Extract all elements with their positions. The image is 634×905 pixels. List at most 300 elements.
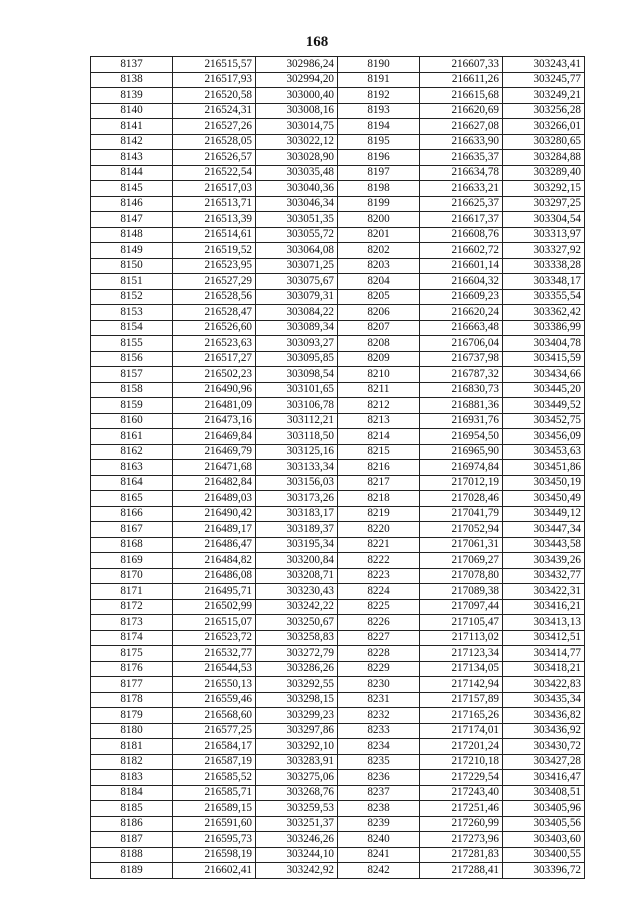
- cell-x-coordinate: 216633,21: [420, 181, 503, 197]
- cell-point-id: 8208: [338, 336, 420, 352]
- cell-point-id: 8201: [338, 227, 420, 243]
- cell-x-coordinate: 216568,60: [173, 708, 256, 724]
- cell-y-coordinate: 303173,26: [256, 491, 338, 507]
- cell-y-coordinate: 303098,54: [256, 367, 338, 383]
- cell-x-coordinate: 216602,72: [420, 243, 503, 259]
- cell-y-coordinate: 303258,83: [256, 630, 338, 646]
- cell-x-coordinate: 216585,52: [173, 770, 256, 786]
- cell-y-coordinate: 303400,55: [503, 847, 585, 863]
- cell-y-coordinate: 303245,77: [503, 72, 585, 88]
- cell-point-id: 8229: [338, 661, 420, 677]
- table-row: [91, 491, 585, 507]
- table-row: [91, 506, 585, 522]
- cell-y-coordinate: 303195,34: [256, 537, 338, 553]
- cell-x-coordinate: 216830,73: [420, 382, 503, 398]
- cell-point-id: 8138: [91, 72, 173, 88]
- cell-point-id: 8210: [338, 367, 420, 383]
- cell-point-id: 8141: [91, 119, 173, 135]
- cell-point-id: 8176: [91, 661, 173, 677]
- cell-point-id: 8227: [338, 630, 420, 646]
- cell-x-coordinate: 216609,23: [420, 289, 503, 305]
- cell-x-coordinate: 217123,34: [420, 646, 503, 662]
- cell-point-id: 8157: [91, 367, 173, 383]
- table-row: [91, 351, 585, 367]
- cell-x-coordinate: 217288,41: [420, 863, 503, 879]
- table-row: [91, 677, 585, 693]
- cell-y-coordinate: 303071,25: [256, 258, 338, 274]
- cell-x-coordinate: 216584,17: [173, 739, 256, 755]
- table-row: [91, 57, 585, 73]
- cell-point-id: 8236: [338, 770, 420, 786]
- cell-y-coordinate: 303456,09: [503, 429, 585, 445]
- table-row: [91, 739, 585, 755]
- cell-x-coordinate: 216471,68: [173, 460, 256, 476]
- cell-y-coordinate: 303106,78: [256, 398, 338, 414]
- cell-x-coordinate: 217078,80: [420, 568, 503, 584]
- cell-y-coordinate: 303450,49: [503, 491, 585, 507]
- cell-x-coordinate: 217142,94: [420, 677, 503, 693]
- cell-y-coordinate: 303125,16: [256, 444, 338, 460]
- cell-point-id: 8195: [338, 134, 420, 150]
- table-row: [91, 305, 585, 321]
- cell-y-coordinate: 303348,17: [503, 274, 585, 290]
- cell-point-id: 8242: [338, 863, 420, 879]
- cell-x-coordinate: 216598,19: [173, 847, 256, 863]
- cell-point-id: 8165: [91, 491, 173, 507]
- cell-y-coordinate: 303242,92: [256, 863, 338, 879]
- table-row: [91, 367, 585, 383]
- cell-point-id: 8215: [338, 444, 420, 460]
- cell-x-coordinate: 216974,84: [420, 460, 503, 476]
- page-number: 168: [305, 34, 329, 50]
- cell-y-coordinate: 303445,20: [503, 382, 585, 398]
- cell-x-coordinate: 216663,48: [420, 320, 503, 336]
- cell-point-id: 8235: [338, 754, 420, 770]
- cell-x-coordinate: 216490,96: [173, 382, 256, 398]
- cell-point-id: 8164: [91, 475, 173, 491]
- cell-y-coordinate: 303450,19: [503, 475, 585, 491]
- table-row: [91, 553, 585, 569]
- cell-point-id: 8232: [338, 708, 420, 724]
- cell-point-id: 8213: [338, 413, 420, 429]
- table-row: [91, 692, 585, 708]
- table-row: [91, 475, 585, 491]
- cell-point-id: 8212: [338, 398, 420, 414]
- cell-x-coordinate: 216495,71: [173, 584, 256, 600]
- cell-point-id: 8192: [338, 88, 420, 104]
- cell-x-coordinate: 216526,60: [173, 320, 256, 336]
- cell-y-coordinate: 303028,90: [256, 150, 338, 166]
- cell-x-coordinate: 217165,26: [420, 708, 503, 724]
- cell-x-coordinate: 216737,98: [420, 351, 503, 367]
- cell-point-id: 8159: [91, 398, 173, 414]
- cell-point-id: 8184: [91, 785, 173, 801]
- cell-x-coordinate: 217243,40: [420, 785, 503, 801]
- table-row: [91, 785, 585, 801]
- cell-x-coordinate: 216486,08: [173, 568, 256, 584]
- cell-y-coordinate: 303230,43: [256, 584, 338, 600]
- cell-point-id: 8224: [338, 584, 420, 600]
- table-row: [91, 289, 585, 305]
- cell-x-coordinate: 216523,95: [173, 258, 256, 274]
- cell-point-id: 8223: [338, 568, 420, 584]
- cell-point-id: 8145: [91, 181, 173, 197]
- table-row: [91, 165, 585, 181]
- cell-y-coordinate: 303093,27: [256, 336, 338, 352]
- table-row: [91, 258, 585, 274]
- cell-y-coordinate: 303432,77: [503, 568, 585, 584]
- cell-y-coordinate: 303008,16: [256, 103, 338, 119]
- table-row: [91, 150, 585, 166]
- cell-point-id: 8142: [91, 134, 173, 150]
- cell-point-id: 8177: [91, 677, 173, 693]
- cell-y-coordinate: 303118,50: [256, 429, 338, 445]
- cell-y-coordinate: 303313,97: [503, 227, 585, 243]
- table-row: [91, 770, 585, 786]
- cell-y-coordinate: 303200,84: [256, 553, 338, 569]
- cell-y-coordinate: 303249,21: [503, 88, 585, 104]
- table-row: [91, 599, 585, 615]
- cell-x-coordinate: 216490,42: [173, 506, 256, 522]
- cell-point-id: 8163: [91, 460, 173, 476]
- cell-x-coordinate: 216931,76: [420, 413, 503, 429]
- table-row: [91, 584, 585, 600]
- cell-point-id: 8185: [91, 801, 173, 817]
- cell-y-coordinate: 303436,92: [503, 723, 585, 739]
- table-row: [91, 382, 585, 398]
- cell-y-coordinate: 303416,21: [503, 599, 585, 615]
- cell-y-coordinate: 303251,37: [256, 816, 338, 832]
- table-row: [91, 227, 585, 243]
- cell-y-coordinate: 303439,26: [503, 553, 585, 569]
- cell-x-coordinate: 216591,60: [173, 816, 256, 832]
- cell-x-coordinate: 217012,19: [420, 475, 503, 491]
- cell-y-coordinate: 303250,67: [256, 615, 338, 631]
- cell-point-id: 8147: [91, 212, 173, 228]
- cell-x-coordinate: 216482,84: [173, 475, 256, 491]
- cell-point-id: 8146: [91, 196, 173, 212]
- cell-x-coordinate: 217260,99: [420, 816, 503, 832]
- cell-point-id: 8172: [91, 599, 173, 615]
- cell-point-id: 8238: [338, 801, 420, 817]
- cell-point-id: 8169: [91, 553, 173, 569]
- table-row: [91, 134, 585, 150]
- cell-y-coordinate: 303449,12: [503, 506, 585, 522]
- table-row: [91, 646, 585, 662]
- table-row: [91, 723, 585, 739]
- cell-y-coordinate: 303405,96: [503, 801, 585, 817]
- cell-point-id: 8154: [91, 320, 173, 336]
- cell-point-id: 8190: [338, 57, 420, 73]
- cell-x-coordinate: 216481,09: [173, 398, 256, 414]
- cell-point-id: 8188: [91, 847, 173, 863]
- cell-point-id: 8209: [338, 351, 420, 367]
- cell-y-coordinate: 303443,58: [503, 537, 585, 553]
- cell-y-coordinate: 303327,92: [503, 243, 585, 259]
- cell-y-coordinate: 303427,28: [503, 754, 585, 770]
- cell-y-coordinate: 303259,53: [256, 801, 338, 817]
- cell-y-coordinate: 303284,88: [503, 150, 585, 166]
- table-row: [91, 72, 585, 88]
- cell-point-id: 8220: [338, 522, 420, 538]
- cell-point-id: 8225: [338, 599, 420, 615]
- cell-y-coordinate: 303156,03: [256, 475, 338, 491]
- cell-point-id: 8143: [91, 150, 173, 166]
- cell-y-coordinate: 303256,28: [503, 103, 585, 119]
- cell-point-id: 8156: [91, 351, 173, 367]
- cell-point-id: 8221: [338, 537, 420, 553]
- cell-x-coordinate: 216473,16: [173, 413, 256, 429]
- cell-point-id: 8175: [91, 646, 173, 662]
- cell-y-coordinate: 303084,22: [256, 305, 338, 321]
- table-row: [91, 816, 585, 832]
- cell-x-coordinate: 217105,47: [420, 615, 503, 631]
- cell-x-coordinate: 217229,54: [420, 770, 503, 786]
- cell-y-coordinate: 303434,66: [503, 367, 585, 383]
- cell-y-coordinate: 303292,10: [256, 739, 338, 755]
- cell-y-coordinate: 303430,72: [503, 739, 585, 755]
- table-row: [91, 801, 585, 817]
- cell-point-id: 8161: [91, 429, 173, 445]
- cell-point-id: 8187: [91, 832, 173, 848]
- cell-point-id: 8204: [338, 274, 420, 290]
- cell-y-coordinate: 303452,75: [503, 413, 585, 429]
- cell-y-coordinate: 303362,42: [503, 305, 585, 321]
- cell-x-coordinate: 217281,83: [420, 847, 503, 863]
- cell-point-id: 8231: [338, 692, 420, 708]
- table-row: [91, 630, 585, 646]
- cell-x-coordinate: 216513,39: [173, 212, 256, 228]
- cell-y-coordinate: 303268,76: [256, 785, 338, 801]
- cell-x-coordinate: 216527,26: [173, 119, 256, 135]
- table-row: [91, 832, 585, 848]
- cell-y-coordinate: 303304,54: [503, 212, 585, 228]
- cell-x-coordinate: 216489,03: [173, 491, 256, 507]
- cell-y-coordinate: 303189,37: [256, 522, 338, 538]
- cell-x-coordinate: 216532,77: [173, 646, 256, 662]
- cell-point-id: 8155: [91, 336, 173, 352]
- cell-x-coordinate: 216550,13: [173, 677, 256, 693]
- cell-point-id: 8216: [338, 460, 420, 476]
- cell-x-coordinate: 216515,57: [173, 57, 256, 73]
- cell-x-coordinate: 216620,69: [420, 103, 503, 119]
- cell-y-coordinate: 303447,34: [503, 522, 585, 538]
- cell-y-coordinate: 303414,77: [503, 646, 585, 662]
- cell-y-coordinate: 303283,91: [256, 754, 338, 770]
- cell-y-coordinate: 303412,51: [503, 630, 585, 646]
- cell-point-id: 8186: [91, 816, 173, 832]
- cell-x-coordinate: 217052,94: [420, 522, 503, 538]
- table-row: [91, 460, 585, 476]
- cell-point-id: 8162: [91, 444, 173, 460]
- cell-x-coordinate: 217113,02: [420, 630, 503, 646]
- cell-point-id: 8148: [91, 227, 173, 243]
- coordinates-table-body: [91, 57, 585, 879]
- cell-x-coordinate: 216559,46: [173, 692, 256, 708]
- cell-y-coordinate: 303101,65: [256, 382, 338, 398]
- cell-y-coordinate: 303404,78: [503, 336, 585, 352]
- cell-y-coordinate: 303064,08: [256, 243, 338, 259]
- cell-point-id: 8199: [338, 196, 420, 212]
- cell-point-id: 8234: [338, 739, 420, 755]
- table-row: [91, 444, 585, 460]
- cell-point-id: 8196: [338, 150, 420, 166]
- cell-x-coordinate: 216611,26: [420, 72, 503, 88]
- cell-x-coordinate: 216517,93: [173, 72, 256, 88]
- cell-y-coordinate: 303299,23: [256, 708, 338, 724]
- cell-x-coordinate: 216595,73: [173, 832, 256, 848]
- cell-x-coordinate: 217089,38: [420, 584, 503, 600]
- cell-y-coordinate: 303246,26: [256, 832, 338, 848]
- cell-point-id: 8160: [91, 413, 173, 429]
- cell-x-coordinate: 216517,27: [173, 351, 256, 367]
- cell-y-coordinate: 303040,36: [256, 181, 338, 197]
- cell-y-coordinate: 303035,48: [256, 165, 338, 181]
- cell-y-coordinate: 303286,26: [256, 661, 338, 677]
- cell-y-coordinate: 303075,67: [256, 274, 338, 290]
- cell-x-coordinate: 216585,71: [173, 785, 256, 801]
- cell-y-coordinate: 303386,99: [503, 320, 585, 336]
- cell-x-coordinate: 217134,05: [420, 661, 503, 677]
- cell-point-id: 8166: [91, 506, 173, 522]
- cell-point-id: 8189: [91, 863, 173, 879]
- cell-x-coordinate: 216634,78: [420, 165, 503, 181]
- cell-y-coordinate: 303266,01: [503, 119, 585, 135]
- cell-y-coordinate: 303275,06: [256, 770, 338, 786]
- cell-y-coordinate: 303292,15: [503, 181, 585, 197]
- table-row: [91, 568, 585, 584]
- cell-point-id: 8200: [338, 212, 420, 228]
- cell-x-coordinate: 216523,63: [173, 336, 256, 352]
- cell-y-coordinate: 303403,60: [503, 832, 585, 848]
- table-row: [91, 336, 585, 352]
- cell-point-id: 8180: [91, 723, 173, 739]
- cell-point-id: 8205: [338, 289, 420, 305]
- cell-point-id: 8167: [91, 522, 173, 538]
- cell-y-coordinate: 303453,63: [503, 444, 585, 460]
- cell-point-id: 8153: [91, 305, 173, 321]
- cell-x-coordinate: 217069,27: [420, 553, 503, 569]
- cell-y-coordinate: 303292,55: [256, 677, 338, 693]
- cell-point-id: 8173: [91, 615, 173, 631]
- cell-x-coordinate: 216528,56: [173, 289, 256, 305]
- cell-x-coordinate: 217201,24: [420, 739, 503, 755]
- table-row: [91, 847, 585, 863]
- cell-x-coordinate: 216526,57: [173, 150, 256, 166]
- cell-x-coordinate: 216604,32: [420, 274, 503, 290]
- cell-x-coordinate: 217157,89: [420, 692, 503, 708]
- cell-point-id: 8158: [91, 382, 173, 398]
- cell-x-coordinate: 216513,71: [173, 196, 256, 212]
- cell-y-coordinate: 303242,22: [256, 599, 338, 615]
- cell-x-coordinate: 216502,23: [173, 367, 256, 383]
- cell-y-coordinate: 303055,72: [256, 227, 338, 243]
- cell-point-id: 8168: [91, 537, 173, 553]
- cell-point-id: 8191: [338, 72, 420, 88]
- cell-x-coordinate: 216787,32: [420, 367, 503, 383]
- cell-x-coordinate: 216469,79: [173, 444, 256, 460]
- cell-x-coordinate: 216469,84: [173, 429, 256, 445]
- cell-point-id: 8137: [91, 57, 173, 73]
- cell-x-coordinate: 216528,47: [173, 305, 256, 321]
- cell-x-coordinate: 216601,14: [420, 258, 503, 274]
- table-row: [91, 212, 585, 228]
- table-row: [91, 537, 585, 553]
- cell-y-coordinate: 303415,59: [503, 351, 585, 367]
- cell-y-coordinate: 303272,79: [256, 646, 338, 662]
- table-row: [91, 413, 585, 429]
- cell-y-coordinate: 303280,65: [503, 134, 585, 150]
- cell-point-id: 8171: [91, 584, 173, 600]
- cell-y-coordinate: 303355,54: [503, 289, 585, 305]
- table-row: [91, 615, 585, 631]
- cell-x-coordinate: 216635,37: [420, 150, 503, 166]
- cell-x-coordinate: 216522,54: [173, 165, 256, 181]
- table-row: [91, 863, 585, 879]
- cell-x-coordinate: 217174,01: [420, 723, 503, 739]
- cell-point-id: 8152: [91, 289, 173, 305]
- cell-point-id: 8178: [91, 692, 173, 708]
- cell-x-coordinate: 216602,41: [173, 863, 256, 879]
- cell-point-id: 8149: [91, 243, 173, 259]
- table-row: [91, 88, 585, 104]
- table-row: [91, 274, 585, 290]
- cell-y-coordinate: 303297,86: [256, 723, 338, 739]
- cell-x-coordinate: 216587,19: [173, 754, 256, 770]
- cell-point-id: 8214: [338, 429, 420, 445]
- cell-y-coordinate: 303022,12: [256, 134, 338, 150]
- cell-y-coordinate: 303208,71: [256, 568, 338, 584]
- cell-point-id: 8211: [338, 382, 420, 398]
- cell-point-id: 8193: [338, 103, 420, 119]
- cell-point-id: 8217: [338, 475, 420, 491]
- cell-point-id: 8202: [338, 243, 420, 259]
- cell-point-id: 8144: [91, 165, 173, 181]
- cell-y-coordinate: 302994,20: [256, 72, 338, 88]
- table-row: [91, 119, 585, 135]
- cell-y-coordinate: 303000,40: [256, 88, 338, 104]
- cell-x-coordinate: 216577,25: [173, 723, 256, 739]
- cell-point-id: 8241: [338, 847, 420, 863]
- cell-point-id: 8240: [338, 832, 420, 848]
- cell-x-coordinate: 216625,37: [420, 196, 503, 212]
- cell-x-coordinate: 216589,15: [173, 801, 256, 817]
- cell-point-id: 8174: [91, 630, 173, 646]
- cell-y-coordinate: 303112,21: [256, 413, 338, 429]
- cell-x-coordinate: 217251,46: [420, 801, 503, 817]
- cell-x-coordinate: 216706,04: [420, 336, 503, 352]
- cell-y-coordinate: 303183,17: [256, 506, 338, 522]
- cell-point-id: 8182: [91, 754, 173, 770]
- cell-y-coordinate: 303396,72: [503, 863, 585, 879]
- cell-point-id: 8203: [338, 258, 420, 274]
- cell-x-coordinate: 216517,03: [173, 181, 256, 197]
- cell-x-coordinate: 217210,18: [420, 754, 503, 770]
- cell-y-coordinate: 303413,13: [503, 615, 585, 631]
- cell-point-id: 8140: [91, 103, 173, 119]
- cell-x-coordinate: 216502,99: [173, 599, 256, 615]
- cell-x-coordinate: 217061,31: [420, 537, 503, 553]
- cell-y-coordinate: 303051,35: [256, 212, 338, 228]
- cell-y-coordinate: 303298,15: [256, 692, 338, 708]
- cell-y-coordinate: 303079,31: [256, 289, 338, 305]
- cell-y-coordinate: 303338,28: [503, 258, 585, 274]
- table-row: [91, 429, 585, 445]
- cell-y-coordinate: 303095,85: [256, 351, 338, 367]
- cell-x-coordinate: 216489,17: [173, 522, 256, 538]
- cell-y-coordinate: 303289,40: [503, 165, 585, 181]
- table-row: [91, 181, 585, 197]
